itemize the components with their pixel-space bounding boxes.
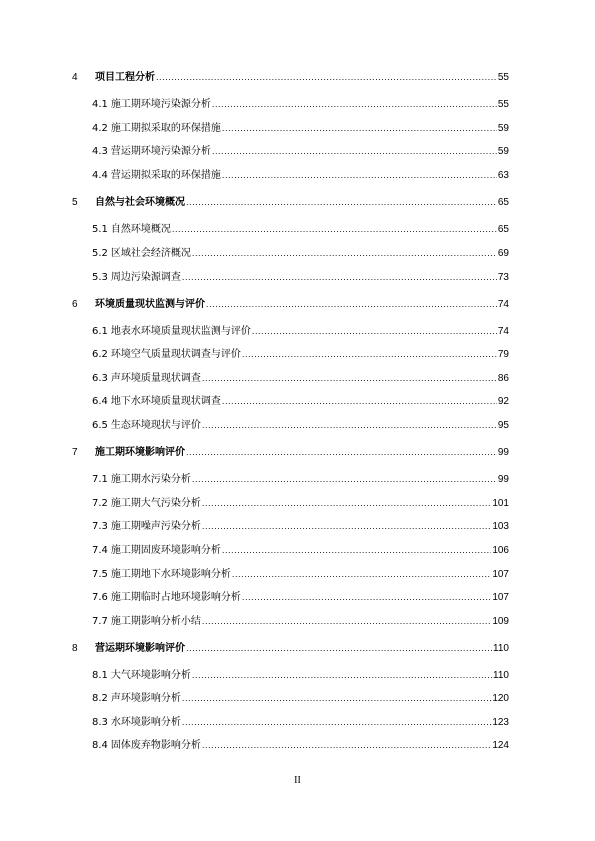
toc-leader (252, 324, 497, 340)
toc-title: 周边污染源调查 (110, 272, 181, 283)
toc-title: 声环境质量现状调查 (110, 373, 201, 384)
toc-number: 7.7 (92, 616, 108, 627)
toc-page: 110 (493, 670, 509, 681)
toc-title: 施工期大气污染分析 (110, 498, 201, 509)
toc-section[interactable] (92, 347, 509, 363)
toc-number: 5.3 (92, 272, 108, 283)
toc-section[interactable] (92, 472, 509, 488)
toc-section[interactable] (92, 614, 509, 630)
toc-page: 106 (492, 545, 509, 556)
toc-title: 施工期水污染分析 (110, 474, 191, 485)
toc-chapter[interactable] (72, 445, 509, 461)
toc-number: 4.3 (92, 146, 108, 157)
toc-title: 固体废弃物影响分析 (110, 740, 201, 751)
toc-page: 123 (492, 717, 509, 728)
toc-number: 4 (72, 72, 78, 83)
toc-number: 7.3 (92, 521, 108, 532)
toc-leader (182, 715, 491, 731)
toc-page: 107 (492, 592, 509, 603)
toc-title: 水环境影响分析 (110, 717, 181, 728)
toc-section[interactable] (92, 144, 509, 160)
toc-leader (222, 121, 497, 137)
toc-leader (202, 418, 497, 434)
toc-section[interactable] (92, 270, 509, 286)
toc-page: 99 (497, 474, 509, 485)
toc-leader (202, 496, 491, 512)
toc-chapter[interactable] (72, 195, 509, 211)
toc-page: 74 (497, 326, 509, 337)
page-number: II (294, 775, 301, 786)
toc-number: 7.4 (92, 545, 108, 556)
toc-number: 5 (72, 197, 78, 208)
toc-leader (232, 567, 491, 583)
toc-leader (202, 738, 491, 754)
toc-number: 5.1 (92, 224, 108, 235)
toc-section[interactable] (92, 418, 509, 434)
toc-title: 声环境影响分析 (110, 693, 181, 704)
toc-chapter[interactable] (72, 297, 509, 313)
toc-leader (186, 641, 492, 657)
toc-page: 103 (492, 521, 509, 532)
toc-page: 92 (497, 396, 509, 407)
toc-title: 地下水环境质量现状调查 (110, 396, 221, 407)
toc-title: 环境空气质量现状调查与评价 (110, 349, 241, 360)
toc-title: 施工期噪声污染分析 (110, 521, 201, 532)
toc-page: 109 (492, 616, 509, 627)
toc-section[interactable] (92, 222, 509, 238)
toc-section[interactable] (92, 691, 509, 707)
toc-title: 营运期环境污染源分析 (110, 146, 211, 157)
toc-section[interactable] (92, 394, 509, 410)
toc-page: 107 (492, 569, 509, 580)
toc-page: 120 (492, 693, 509, 704)
toc-page: 99 (497, 447, 509, 458)
toc-leader (186, 195, 497, 211)
toc-number: 4.1 (92, 99, 108, 110)
toc-title: 大气环境影响分析 (110, 670, 191, 681)
toc-title: 生态环境现状与评价 (110, 420, 201, 431)
toc-number: 7.1 (92, 474, 108, 485)
toc-section[interactable] (92, 590, 509, 606)
toc-title: 施工期拟采取的环保措施 (110, 123, 221, 134)
toc-page: 79 (497, 349, 509, 360)
toc-leader (222, 168, 497, 184)
toc-section[interactable] (92, 738, 509, 754)
toc-title: 施工期地下水环境影响分析 (110, 569, 231, 580)
toc-leader (242, 590, 491, 606)
toc-title: 施工期临时占地环境影响分析 (110, 592, 241, 603)
toc-leader (206, 297, 497, 313)
toc-title: 自然环境概况 (110, 224, 171, 235)
toc-leader (182, 691, 491, 707)
toc-leader (202, 614, 491, 630)
toc-section[interactable] (92, 324, 509, 340)
toc-page: 55 (497, 72, 509, 83)
toc-chapter[interactable] (72, 70, 509, 86)
toc-leader (222, 543, 491, 559)
toc-number: 8.4 (92, 740, 108, 751)
toc-leader (186, 445, 497, 461)
toc-leader (222, 394, 497, 410)
toc-title: 施工期固废环境影响分析 (110, 545, 221, 556)
toc-section[interactable] (92, 246, 509, 262)
toc-title: 地表水环境质量现状监测与评价 (110, 326, 251, 337)
toc-section[interactable] (92, 715, 509, 731)
toc-leader (202, 371, 497, 387)
toc-section[interactable] (92, 371, 509, 387)
toc-page: 63 (497, 170, 509, 181)
toc-number: 6.3 (92, 373, 108, 384)
toc-page: 110 (493, 643, 509, 654)
toc-number: 8.1 (92, 670, 108, 681)
toc-number: 7.6 (92, 592, 108, 603)
toc-page: 59 (497, 123, 509, 134)
toc-section[interactable] (92, 97, 509, 113)
toc-number: 7.5 (92, 569, 108, 580)
toc-number: 7 (72, 447, 78, 458)
toc-title: 营运期拟采取的环保措施 (110, 170, 221, 181)
toc-number: 7.2 (92, 498, 108, 509)
toc-section[interactable] (92, 519, 509, 535)
toc-leader (242, 347, 497, 363)
toc-section[interactable] (92, 543, 509, 559)
toc-title: 施工期影响分析小结 (110, 616, 201, 627)
toc-title: 自然与社会环境概况 (95, 197, 185, 208)
toc-number: 6.1 (92, 326, 108, 337)
toc-page: 86 (497, 373, 509, 384)
toc-page: 65 (497, 224, 509, 235)
toc-page: 101 (492, 498, 509, 509)
toc-page: 95 (497, 420, 509, 431)
toc-leader (202, 519, 491, 535)
toc-page: 69 (497, 248, 509, 259)
toc-leader (172, 222, 497, 238)
toc-leader (192, 246, 497, 262)
toc-page: 59 (497, 146, 509, 157)
toc-title: 环境质量现状监测与评价 (95, 299, 205, 310)
toc-number: 6.5 (92, 420, 108, 431)
toc-leader (212, 97, 497, 113)
toc-number: 8 (72, 643, 78, 654)
toc-title: 施工期环境影响评价 (95, 447, 185, 458)
toc-page: 55 (497, 99, 509, 110)
toc-leader (156, 70, 497, 86)
toc-title: 区域社会经济概况 (110, 248, 191, 259)
toc-section[interactable] (92, 121, 509, 137)
toc-page: 73 (497, 272, 509, 283)
toc-section[interactable] (92, 496, 509, 512)
toc-number: 4.4 (92, 170, 108, 181)
toc-title: 营运期环境影响评价 (95, 643, 185, 654)
toc-number: 4.2 (92, 123, 108, 134)
toc-title: 项目工程分析 (95, 72, 155, 83)
toc-section[interactable] (92, 668, 509, 684)
toc-number: 6 (72, 299, 78, 310)
toc-number: 5.2 (92, 248, 108, 259)
toc-number: 6.4 (92, 396, 108, 407)
toc-leader (192, 668, 492, 684)
toc-chapter[interactable] (72, 641, 509, 657)
toc-number: 8.3 (92, 717, 108, 728)
toc-section[interactable] (92, 567, 509, 583)
toc-leader (182, 270, 497, 286)
toc-page: 124 (492, 740, 509, 751)
toc-page: 74 (497, 299, 509, 310)
toc-number: 8.2 (92, 693, 108, 704)
toc-leader (192, 472, 497, 488)
toc-page: 65 (497, 197, 509, 208)
toc-section[interactable] (92, 168, 509, 184)
toc-leader (212, 144, 497, 160)
toc-number: 6.2 (92, 349, 108, 360)
toc-title: 施工期环境污染源分析 (110, 99, 211, 110)
